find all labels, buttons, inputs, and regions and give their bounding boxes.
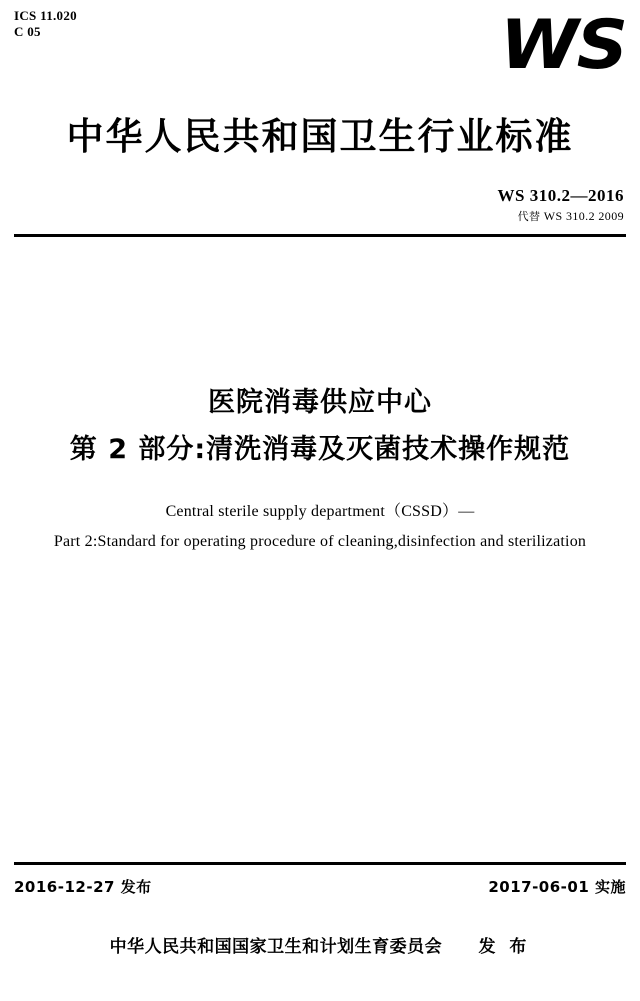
- replaces-label: 代替: [517, 210, 541, 223]
- standard-number: WS 310.2—2016: [497, 186, 624, 205]
- issuing-authority-name: 中华人民共和国国家卫生和计划生育委员会: [109, 937, 443, 957]
- ws-logo: WS: [500, 6, 626, 85]
- effective-date: 2017-06-01 实施: [488, 878, 626, 896]
- replaces-value: WS 310.2: [543, 209, 595, 223]
- document-title-en-line1: Central sterile supply department（CSSD）—: [165, 503, 475, 520]
- issue-date: 2016-12-27 发布: [14, 878, 152, 896]
- standard-number-block: [498, 186, 624, 224]
- divider-top: [14, 234, 626, 237]
- page-title: 中华人民共和国卫生行业标准: [66, 115, 574, 158]
- document-title-cn-line1: 医院消毒供应中心: [208, 387, 432, 418]
- issuing-authority: [0, 932, 640, 957]
- date-row: [14, 876, 626, 897]
- divider-bottom: [14, 862, 626, 865]
- ics-classification-block: [14, 8, 77, 41]
- publish-label: 发 布: [478, 937, 531, 957]
- document-title-en: [0, 497, 640, 558]
- replaces-year: 2009: [598, 209, 624, 223]
- ics-number: ICS 11.020: [14, 8, 77, 23]
- standard-replaces: [498, 208, 624, 224]
- document-title-cn: [0, 383, 640, 470]
- document-title-en-line2: Part 2:Standard for operating procedure of cleaning,disinfection and sterilization: [53, 533, 587, 551]
- document-title-cn-line2: 第 2 部分:清洗消毒及灭菌技术操作规范: [69, 433, 571, 465]
- ccs-number: C 05: [14, 24, 41, 40]
